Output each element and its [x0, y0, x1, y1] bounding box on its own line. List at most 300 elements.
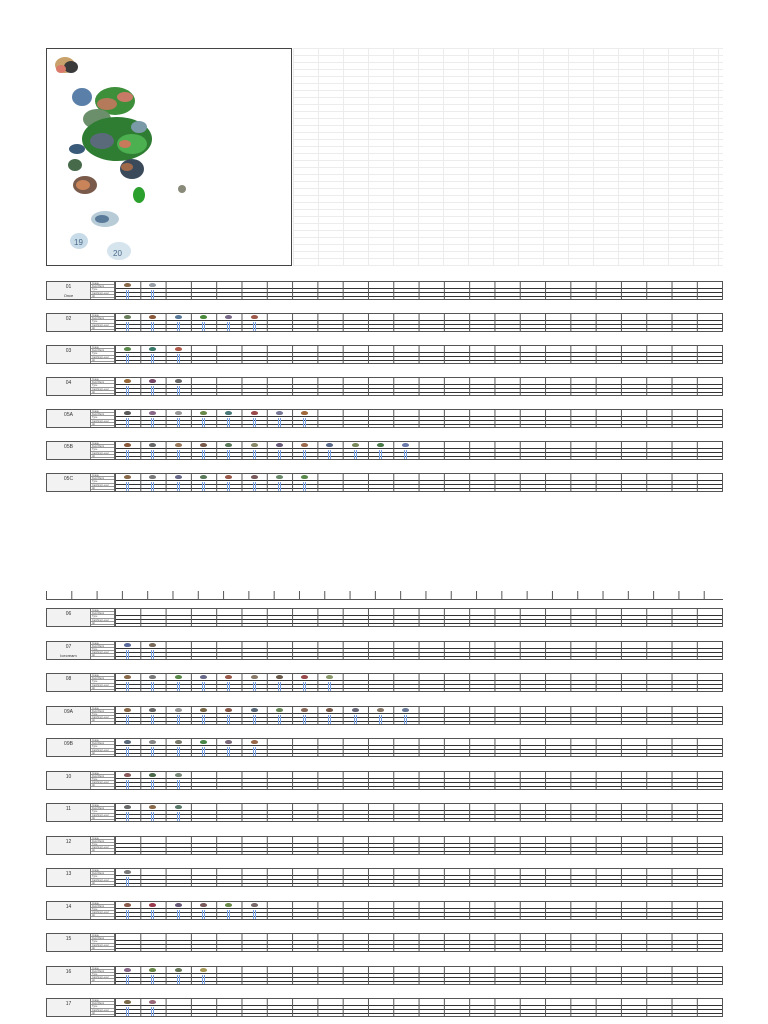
catch-marker [177, 715, 180, 724]
field-label: Alt [91, 979, 114, 982]
creature-sprite [124, 870, 131, 874]
catch-marker [328, 715, 331, 724]
field-label: Field Rank [91, 349, 114, 352]
catch-marker [303, 482, 306, 491]
area-block [46, 706, 723, 725]
field-label: Field Rank [91, 445, 114, 448]
area-block [46, 836, 723, 855]
creature-sprite [175, 315, 182, 319]
creature-sprite [124, 805, 131, 809]
field-label: Field Rank [91, 285, 114, 288]
creature-sprite [377, 708, 384, 712]
field-label: Field Rank [91, 477, 114, 480]
field-label: Type [91, 416, 114, 419]
field-label: Alt [91, 391, 114, 394]
field-label: Catching Level [91, 619, 114, 622]
area-label [47, 739, 91, 756]
field-label: Alt [91, 719, 114, 722]
field-label: Field Rank [91, 742, 114, 745]
field-label: Image [91, 642, 114, 645]
area-id: 03 [65, 348, 72, 354]
area-id: 08 [65, 676, 72, 682]
field-labels [91, 967, 115, 984]
creature-sprite [149, 968, 156, 972]
creature-sprite [149, 773, 156, 777]
area-block [46, 998, 723, 1017]
field-label: Field Rank [91, 840, 114, 843]
creature-sprite [149, 805, 156, 809]
creature-sprite [175, 379, 182, 383]
creature-sprite [251, 708, 258, 712]
creature-sprite [124, 1000, 131, 1004]
area-id: 15 [65, 936, 72, 942]
catch-marker [354, 715, 357, 724]
field-label: Field Rank [91, 710, 114, 713]
area-label [47, 410, 91, 427]
creature-sprite [175, 443, 182, 447]
creature-cells [115, 967, 722, 984]
field-label: Catching Level [91, 749, 114, 752]
area-id: 12 [65, 838, 72, 845]
field-label: Alt [91, 914, 114, 917]
creature-sprite [326, 675, 333, 679]
catch-marker [126, 812, 129, 821]
catch-marker [253, 450, 256, 459]
creature-sprite [225, 903, 232, 907]
field-label: Catching Level [91, 846, 114, 849]
field-label: Type [91, 448, 114, 451]
catch-marker [151, 747, 154, 756]
field-label: Type [91, 384, 114, 387]
area-id: 17 [65, 1001, 72, 1007]
field-label: Type [91, 908, 114, 911]
area-id: 07 [65, 643, 72, 650]
area-block [46, 966, 723, 985]
field-label: Image [91, 442, 114, 445]
creature-sprite [326, 708, 333, 712]
field-label: Image [91, 410, 114, 413]
field-labels [91, 609, 115, 626]
field-label: Image [91, 282, 114, 285]
catch-marker [202, 450, 205, 459]
catch-marker [227, 682, 230, 691]
area-label [47, 869, 91, 886]
catch-marker [278, 682, 281, 691]
creature-sprite [251, 315, 258, 319]
creature-sprite [175, 411, 182, 415]
catch-marker [151, 910, 154, 919]
field-label: Catching Level [91, 716, 114, 719]
field-labels [91, 934, 115, 951]
catch-marker [253, 322, 256, 331]
catch-marker [354, 450, 357, 459]
empty-sheet-grid [293, 48, 723, 266]
area-label [47, 934, 91, 951]
area-label [47, 707, 91, 724]
field-label: Field Rank [91, 807, 114, 810]
field-label: Field Rank [91, 677, 114, 680]
creature-sprite [175, 740, 182, 744]
creature-sprite [402, 708, 409, 712]
area-label [47, 282, 91, 299]
catch-marker [303, 418, 306, 427]
creature-sprite [124, 773, 131, 777]
area-label [47, 804, 91, 821]
catch-marker [202, 715, 205, 724]
creature-sprite [377, 443, 384, 447]
area-id: 14 [65, 903, 72, 910]
field-labels [91, 804, 115, 821]
catch-marker [278, 715, 281, 724]
field-labels [91, 642, 115, 659]
area-label [47, 837, 91, 854]
creature-sprite [175, 675, 182, 679]
catch-marker [151, 482, 154, 491]
field-label: Image [91, 314, 114, 317]
area-block [46, 673, 723, 692]
creature-cells [115, 869, 722, 886]
field-label: Type [91, 288, 114, 291]
page-break-row [46, 591, 723, 600]
creature-sprite [124, 347, 131, 351]
catch-marker [177, 450, 180, 459]
map-label-20: 20 [113, 249, 122, 258]
catch-marker [126, 322, 129, 331]
area-block [46, 771, 723, 790]
field-label: Field Rank [91, 970, 114, 973]
catch-marker [278, 482, 281, 491]
creature-sprite [149, 379, 156, 383]
creature-sprite [225, 740, 232, 744]
catch-marker [126, 715, 129, 724]
field-label: Alt [91, 654, 114, 657]
catch-marker [177, 386, 180, 395]
field-label: Alt [91, 947, 114, 950]
creature-cells [115, 346, 722, 363]
creature-sprite [149, 283, 156, 287]
creature-sprite [225, 708, 232, 712]
creature-sprite [251, 675, 258, 679]
field-label: Alt [91, 882, 114, 885]
creature-sprite [276, 475, 283, 479]
field-label: Catching Level [91, 814, 114, 817]
catch-marker [151, 386, 154, 395]
creature-cells [115, 674, 722, 691]
catch-marker [202, 910, 205, 919]
creature-sprite [276, 443, 283, 447]
catch-marker [227, 715, 230, 724]
creature-sprite [175, 773, 182, 777]
catch-marker [227, 747, 230, 756]
creature-sprite [124, 411, 131, 415]
catch-marker [253, 715, 256, 724]
catch-marker [202, 482, 205, 491]
catch-marker [126, 386, 129, 395]
field-label: Type [91, 875, 114, 878]
field-label: Type [91, 615, 114, 618]
field-label: Image [91, 869, 114, 872]
area-id: 01 [65, 284, 72, 290]
field-label: Catching Level [91, 388, 114, 391]
area-block [46, 641, 723, 660]
creature-cells [115, 282, 722, 299]
catch-marker [227, 418, 230, 427]
catch-marker [177, 682, 180, 691]
creature-sprite [200, 315, 207, 319]
area-id: 04 [65, 380, 72, 386]
field-label: Field Rank [91, 1002, 114, 1005]
creature-sprite [175, 968, 182, 972]
catch-marker [253, 418, 256, 427]
area-id: 05C [63, 476, 74, 482]
field-label: Field Rank [91, 872, 114, 875]
catch-marker [126, 354, 129, 363]
field-label: Catching Level [91, 684, 114, 687]
field-label: Type [91, 320, 114, 323]
field-label: Field Rank [91, 381, 114, 384]
creature-sprite [225, 443, 232, 447]
creature-cells [115, 739, 722, 756]
overview-map [46, 48, 292, 266]
area-block [46, 281, 723, 300]
field-label: Type [91, 1005, 114, 1008]
creature-sprite [200, 708, 207, 712]
field-label: Image [91, 707, 114, 710]
area-label [47, 378, 91, 395]
creature-sprite [124, 903, 131, 907]
field-label: Field Rank [91, 645, 114, 648]
catch-marker [151, 290, 154, 299]
field-labels [91, 869, 115, 886]
catch-marker [253, 747, 256, 756]
field-label: Field Rank [91, 775, 114, 778]
field-label: Catching Level [91, 879, 114, 882]
catch-marker [177, 780, 180, 789]
catch-marker [177, 812, 180, 821]
creature-sprite [301, 675, 308, 679]
field-label: Image [91, 999, 114, 1002]
creature-sprite [301, 443, 308, 447]
catch-marker [253, 482, 256, 491]
creature-cells [115, 999, 722, 1016]
field-label: Image [91, 609, 114, 612]
field-label: Alt [91, 327, 114, 330]
creature-sprite [124, 740, 131, 744]
creature-cells [115, 609, 722, 626]
creature-sprite [175, 708, 182, 712]
field-label: Type [91, 680, 114, 683]
catch-marker [379, 450, 382, 459]
creature-sprite [149, 740, 156, 744]
area-subtitle: Once [63, 293, 74, 298]
creature-sprite [251, 411, 258, 415]
field-label: Alt [91, 752, 114, 755]
field-labels [91, 442, 115, 459]
catch-marker [227, 322, 230, 331]
creature-cells [115, 474, 722, 491]
catch-marker [126, 482, 129, 491]
field-label: Alt [91, 487, 114, 490]
creature-cells [115, 642, 722, 659]
creature-cells [115, 314, 722, 331]
area-label [47, 314, 91, 331]
field-label: Alt [91, 817, 114, 820]
catch-marker [151, 650, 154, 659]
catch-marker [177, 747, 180, 756]
area-id: 09A [64, 708, 73, 715]
catch-marker [151, 450, 154, 459]
area-label [47, 609, 91, 626]
creature-sprite [251, 740, 258, 744]
creature-sprite [225, 475, 232, 479]
field-label: Field Rank [91, 317, 114, 320]
creature-sprite [124, 283, 131, 287]
field-labels [91, 999, 115, 1016]
creature-sprite [301, 411, 308, 415]
catch-marker [328, 450, 331, 459]
creature-cells [115, 772, 722, 789]
area-label [47, 642, 91, 659]
creature-sprite [200, 411, 207, 415]
creature-sprite [276, 708, 283, 712]
field-label: Image [91, 474, 114, 477]
field-labels [91, 739, 115, 756]
field-labels [91, 378, 115, 395]
field-label: Alt [91, 687, 114, 690]
creature-sprite [301, 475, 308, 479]
catch-marker [177, 354, 180, 363]
catch-marker [126, 682, 129, 691]
creature-cells [115, 707, 722, 724]
creature-sprite [175, 347, 182, 351]
catch-marker [303, 682, 306, 691]
field-label: Field Rank [91, 612, 114, 615]
area-subtitle: Icecream [60, 652, 77, 658]
field-label: Type [91, 973, 114, 976]
field-labels [91, 707, 115, 724]
field-label: Image [91, 837, 114, 840]
catch-marker [151, 715, 154, 724]
field-label: Catching Level [91, 976, 114, 979]
field-label: Type [91, 648, 114, 651]
catch-marker [151, 1007, 154, 1016]
creature-cells [115, 837, 722, 854]
creature-sprite [175, 475, 182, 479]
catch-marker [303, 715, 306, 724]
area-block [46, 377, 723, 396]
area-block [46, 901, 723, 920]
field-label: Type [91, 713, 114, 716]
field-label: Alt [91, 784, 114, 787]
creature-cells [115, 378, 722, 395]
creature-sprite [124, 315, 131, 319]
field-labels [91, 410, 115, 427]
field-label: Image [91, 378, 114, 381]
field-label: Catching Level [91, 292, 114, 295]
catch-marker [151, 418, 154, 427]
field-label: Type [91, 480, 114, 483]
field-label: Alt [91, 423, 114, 426]
creature-sprite [149, 643, 156, 647]
field-label: Image [91, 772, 114, 775]
field-label: Field Rank [91, 413, 114, 416]
catch-marker [227, 910, 230, 919]
catch-marker [126, 975, 129, 984]
field-label: Type [91, 778, 114, 781]
catch-marker [126, 450, 129, 459]
creature-cells [115, 442, 722, 459]
creature-sprite [326, 443, 333, 447]
creature-sprite [124, 643, 131, 647]
area-block [46, 473, 723, 492]
creature-sprite [124, 675, 131, 679]
field-label: Alt [91, 295, 114, 298]
area-id: 11 [65, 806, 72, 812]
creature-sprite [276, 675, 283, 679]
field-label: Image [91, 346, 114, 349]
catch-marker [151, 975, 154, 984]
catch-marker [151, 322, 154, 331]
area-block [46, 933, 723, 952]
creature-sprite [124, 708, 131, 712]
field-label: Alt [91, 849, 114, 852]
catch-marker [328, 682, 331, 691]
field-label: Image [91, 674, 114, 677]
area-id: 13 [65, 871, 72, 877]
field-labels [91, 346, 115, 363]
field-label: Image [91, 804, 114, 807]
creature-sprite [124, 968, 131, 972]
field-label: Alt [91, 359, 114, 362]
catch-marker [278, 450, 281, 459]
area-label [47, 346, 91, 363]
catch-marker [177, 322, 180, 331]
area-id: 09B [64, 741, 73, 747]
field-label: Catching Level [91, 420, 114, 423]
creature-sprite [124, 379, 131, 383]
field-labels [91, 902, 115, 919]
creature-cells [115, 934, 722, 951]
area-label [47, 999, 91, 1016]
area-block [46, 738, 723, 757]
creature-sprite [200, 675, 207, 679]
creature-cells [115, 804, 722, 821]
field-label: Catching Level [91, 356, 114, 359]
field-labels [91, 474, 115, 491]
creature-sprite [276, 411, 283, 415]
catch-marker [126, 910, 129, 919]
area-id: 05B [64, 444, 73, 450]
field-label: Catching Level [91, 1009, 114, 1012]
creature-sprite [149, 1000, 156, 1004]
creature-sprite [175, 805, 182, 809]
catch-marker [126, 290, 129, 299]
field-label: Catching Level [91, 781, 114, 784]
creature-sprite [175, 903, 182, 907]
creature-sprite [149, 347, 156, 351]
map-svg [47, 49, 292, 266]
catch-marker [253, 910, 256, 919]
catch-marker [126, 747, 129, 756]
catch-marker [202, 418, 205, 427]
creature-sprite [200, 443, 207, 447]
catch-marker [126, 780, 129, 789]
area-label [47, 902, 91, 919]
creature-sprite [251, 443, 258, 447]
creature-sprite [200, 740, 207, 744]
field-label: Image [91, 967, 114, 970]
catch-marker [404, 715, 407, 724]
